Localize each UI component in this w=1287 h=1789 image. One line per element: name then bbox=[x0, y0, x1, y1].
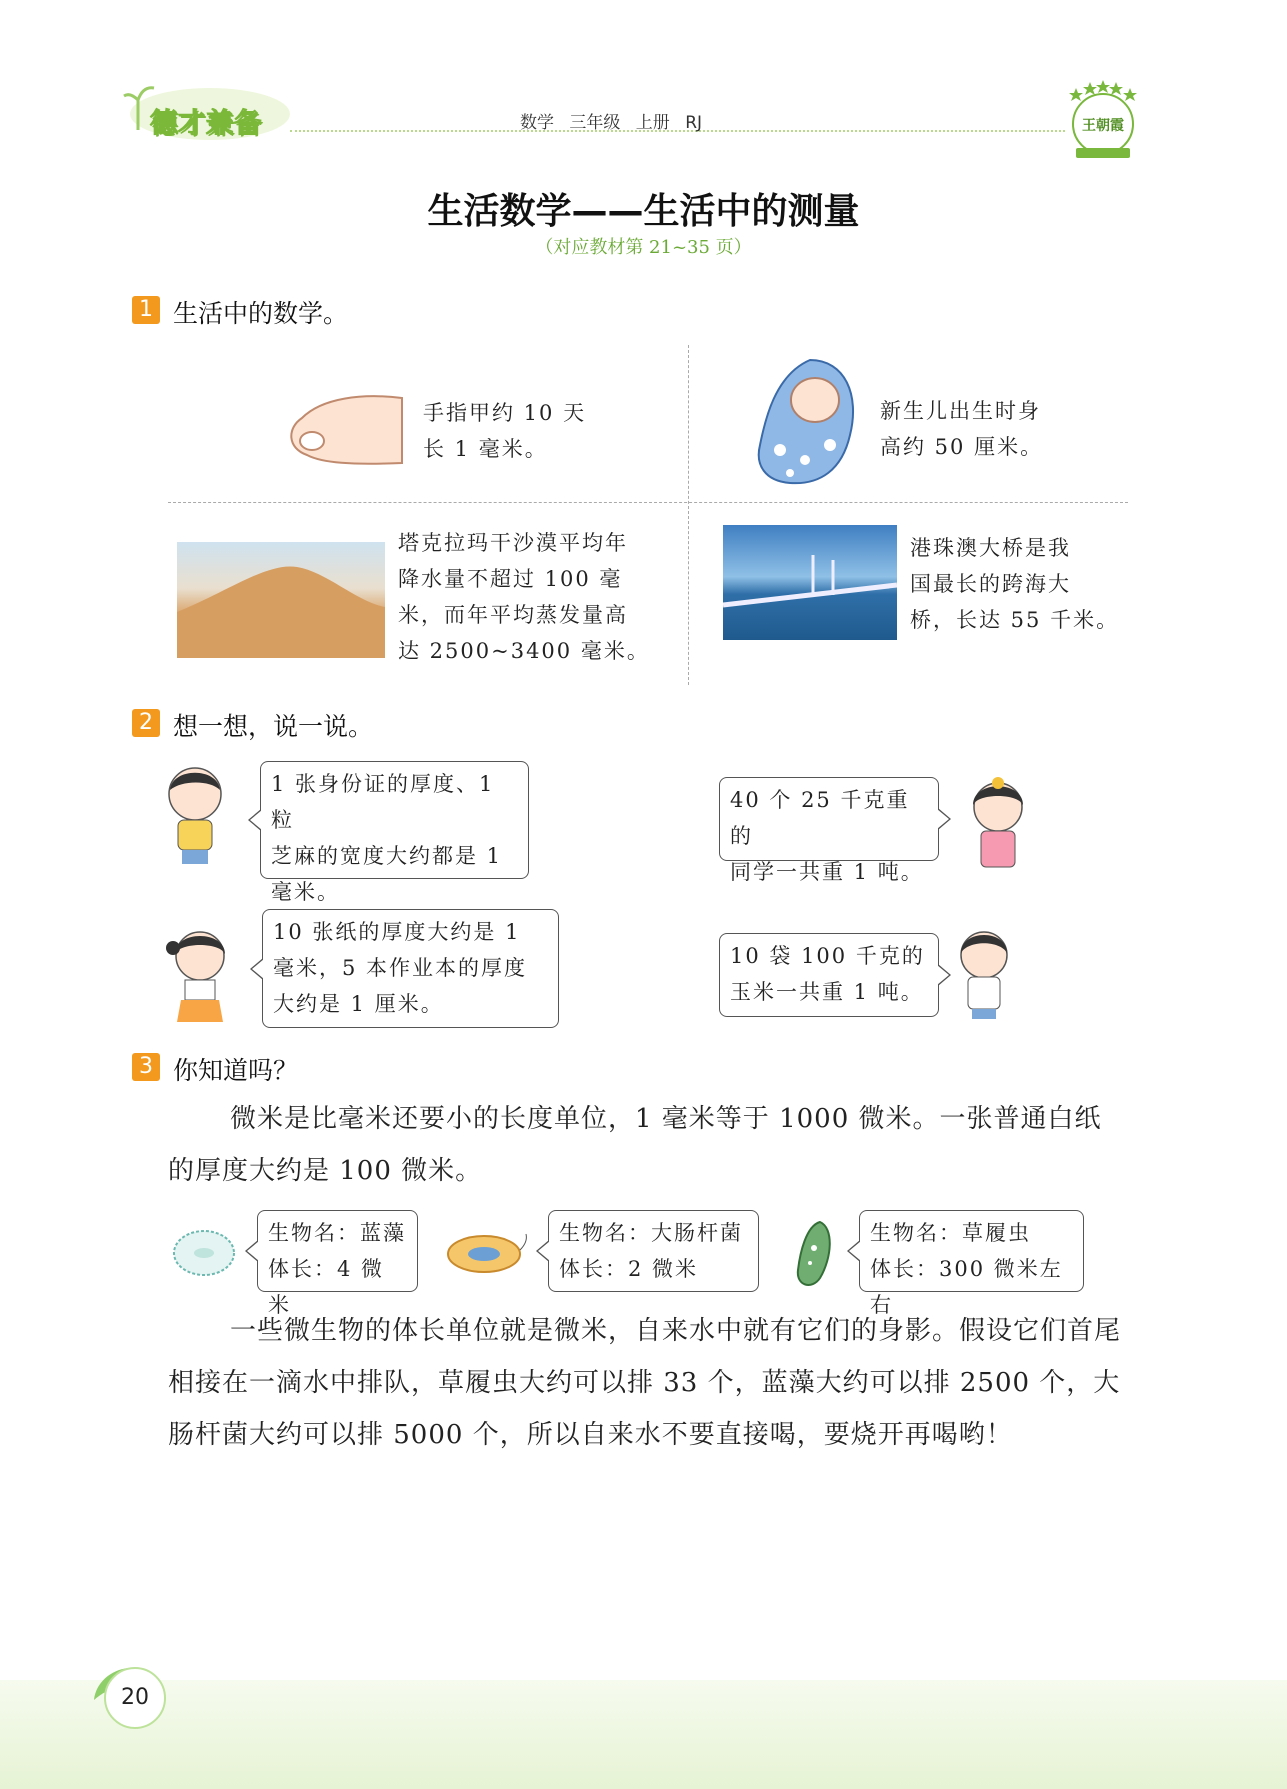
organism-card-e-coli: 生物名：大肠杆菌 体长：2 微米 bbox=[548, 1210, 759, 1292]
girl-character bbox=[963, 775, 1033, 875]
page-number: 20 bbox=[104, 1667, 166, 1729]
desert-photo bbox=[177, 542, 385, 658]
bridge-photo bbox=[723, 525, 897, 640]
fingernail-caption: 手指甲约 10 天 长 1 毫米。 bbox=[423, 401, 587, 461]
boy-character bbox=[160, 762, 235, 867]
section-1-number: 1 bbox=[132, 296, 160, 324]
page-title: 生活数学——生活中的测量 bbox=[427, 191, 860, 232]
seal-text: 王朝霞 bbox=[1082, 118, 1124, 134]
grid-horizontal-divider bbox=[168, 502, 1128, 503]
organism-card-paramecium: 生物名：草履虫 体长：300 微米左右 bbox=[859, 1210, 1084, 1292]
section-2-number: 2 bbox=[132, 709, 160, 737]
newborn-baby-image bbox=[750, 355, 865, 490]
desert-caption: 塔克拉玛干沙漠平均年 降水量不超过 100 毫 米，而年平均蒸发量高 达 2500~3400 毫米。 bbox=[398, 531, 650, 663]
sand-dune-shape bbox=[177, 542, 385, 658]
page-subtitle: （对应教材第 21~35 页） bbox=[535, 237, 752, 258]
section-2-title: 想一想，说一说。 bbox=[173, 712, 374, 741]
paragraph-microorganisms: 一些微生物的体长单位就是微米，自来水中就有它们的身影。假设它们首尾相接在一滴水中排队，草履虫大约可以排 33 个，蓝藻大约可以排 2500 个，大肠杆菌大约可以排 5000 个，所以自来水不要直接喝，要烧开再喝哟！ bbox=[168, 1316, 1122, 1450]
organism-card-cyanobacteria: 生物名：蓝藻 体长：4 微米 bbox=[257, 1210, 418, 1292]
section-1-title: 生活中的数学。 bbox=[173, 299, 349, 328]
footer-background bbox=[0, 1680, 1287, 1789]
girl-pigtails-character bbox=[165, 926, 237, 1026]
hand-fingernail-image bbox=[282, 393, 407, 471]
bridge-caption: 港珠澳大桥是我 国最长的跨海大 桥，长达 55 千米。 bbox=[910, 536, 1120, 632]
boy-short-hair-character bbox=[952, 925, 1017, 1020]
section-3-title: 你知道吗？ bbox=[173, 1056, 299, 1085]
e-coli-image bbox=[444, 1230, 530, 1278]
bubble-paper-thickness: 10 张纸的厚度大约是 1 毫米，5 本作业本的厚度 大约是 1 厘米。 bbox=[262, 909, 559, 1028]
paragraph-micrometer: 微米是比毫米还要小的长度单位，1 毫米等于 1000 微米。一张普通白纸的厚度大约是 100 微米。 bbox=[168, 1104, 1102, 1186]
paramecium-image bbox=[790, 1218, 838, 1290]
bubble-id-card: 1 张身份证的厚度、1 粒 芝麻的宽度大约都是 1 毫米。 bbox=[260, 761, 529, 879]
cyanobacteria-image bbox=[172, 1228, 236, 1278]
grid-vertical-divider bbox=[688, 345, 689, 685]
logo-text: 德才兼备 bbox=[150, 108, 262, 139]
bridge-shape bbox=[723, 525, 897, 640]
newborn-caption: 新生儿出生时身 高约 50 厘米。 bbox=[880, 399, 1044, 459]
bubble-weight-students: 40 个 25 千克重的 同学一共重 1 吨。 bbox=[719, 777, 939, 861]
bubble-corn-weight: 10 袋 100 千克的 玉米一共重 1 吨。 bbox=[719, 933, 939, 1017]
section-3-number: 3 bbox=[132, 1053, 160, 1081]
header-info: 数学 三年级 上册 RJ bbox=[520, 113, 703, 133]
